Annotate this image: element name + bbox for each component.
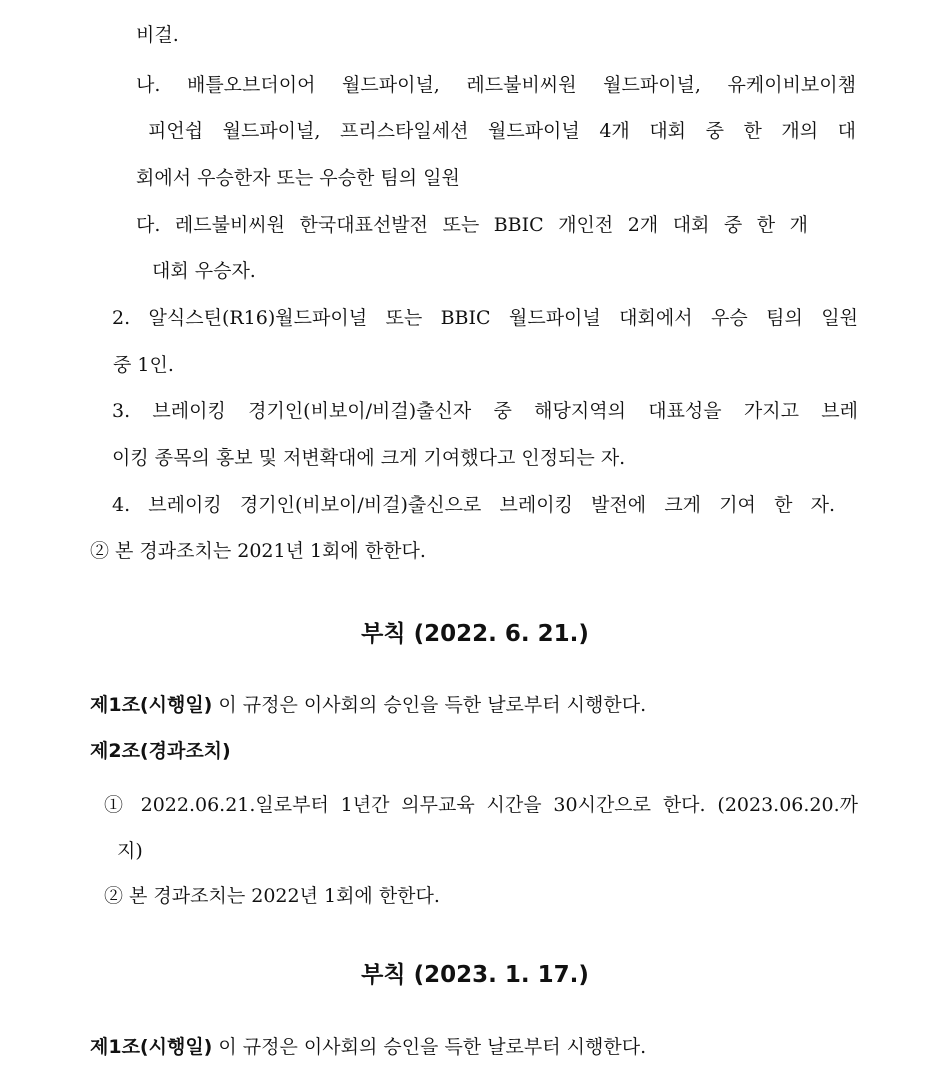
article-text: 이 규정은 이사회의 승인을 득한 날로부터 시행한다. [212,694,647,716]
article-title: 제1조(시행일) [90,694,213,716]
text-line: 이킹 종목의 홍보 및 저변확대에 크게 기여했다고 인정되는 자. [112,447,626,469]
text-line: ② 본 경과조치는 2022년 1회에 한한다. [104,885,440,907]
text-line: 2. 알식스틴(R16)월드파이널 또는 BBIC 월드파이널 대회에서 우승 팀의 일원 [112,307,858,329]
section-heading: 부칙 (2023. 1. 17.) [361,962,589,988]
text-line: 대회 우승자. [152,260,256,282]
article-1 [90,692,646,718]
article-text: 이 규정은 이사회의 승인을 득한 날로부터 시행한다. [212,1036,647,1058]
text-line: 4. 브레이킹 경기인(비보이/비걸)출신으로 브레이킹 발전에 크게 기여 한 자. [112,494,835,516]
text-line: 나. 배틀오브더이어 월드파이널, 레드불비씨원 월드파이널, 유케이비보이챔 [136,74,856,96]
text-line: 회에서 우승한자 또는 우승한 팀의 일원 [136,167,460,189]
article-title: 제1조(시행일) [90,1036,213,1058]
text-line: ① 2022.06.21.일로부터 1년간 의무교육 시간을 30시간으로 한다. (2023.06.20.까 [104,794,858,816]
text-line: 3. 브레이킹 경기인(비보이/비걸)출신자 중 해당지역의 대표성을 가지고 브레 [112,400,858,422]
text-line: 다. 레드불비씨원 한국대표선발전 또는 BBIC 개인전 2개 대회 중 한 개 [136,214,808,236]
text-line: 지) [117,840,143,862]
text-line: 중 1인. [113,354,174,376]
article-title: 제2조(경과조치) [90,740,231,762]
section-heading: 부칙 (2022. 6. 21.) [361,621,589,647]
text-line: 비걸. [136,24,179,46]
article-1 [90,1034,646,1060]
text-line: ② 본 경과조치는 2021년 1회에 한한다. [90,540,426,562]
text-line: 피언쉽 월드파이널, 프리스타일세션 월드파이널 4개 대회 중 한 개의 대 [148,120,856,142]
